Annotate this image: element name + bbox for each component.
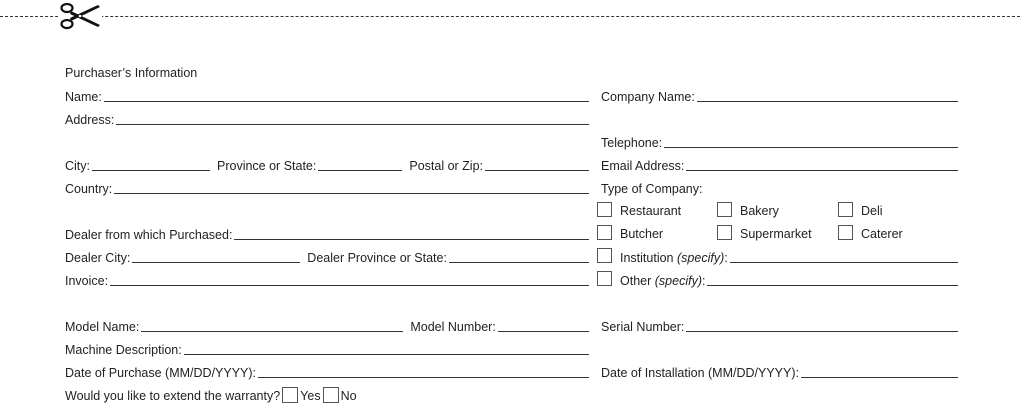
model-number-input[interactable] [498,331,589,332]
machine-description-field[interactable]: Machine Description: [65,341,589,357]
institution-field[interactable]: Institution (specify) : [620,249,958,265]
dealer-city-label: Dealer City: [65,251,131,265]
province-input[interactable] [318,170,402,171]
restaurant-checkbox[interactable] [597,202,612,217]
type-of-company-label: Type of Company: [601,182,703,196]
dealer-city-input[interactable] [132,262,300,263]
postal-label: Postal or Zip: [409,159,483,173]
city-province-postal-row [65,157,589,173]
city-label: City: [65,159,90,173]
warranty-yes-checkbox[interactable] [282,387,298,403]
supermarket-checkbox[interactable] [717,225,732,240]
postal-input[interactable] [485,170,589,171]
other-checkbox[interactable] [597,271,612,286]
butcher-label: Butcher [620,227,664,241]
warranty-question: Would you like to extend the warranty? [65,389,281,403]
warranty-row [65,387,357,403]
warranty-no-label: No [340,389,357,403]
dealer-province-label: Dealer Province or State: [307,251,447,265]
email-field[interactable]: Email Address: [601,157,958,173]
bakery-checkbox[interactable] [717,202,732,217]
warranty-yes-label: Yes [300,389,321,403]
deli-checkbox[interactable] [838,202,853,217]
caterer-label: Caterer [861,227,903,241]
bakery-label: Bakery [740,204,779,218]
warranty-no-checkbox[interactable] [323,387,339,403]
deli-label: Deli [861,204,883,218]
institution-checkbox[interactable] [597,248,612,263]
province-label: Province or State: [217,159,317,173]
city-input[interactable] [92,170,210,171]
purchase-date-field[interactable]: Date of Purchase (MM/DD/YYYY): [65,364,589,380]
telephone-field[interactable]: Telephone: [601,134,958,150]
dealer-province-input[interactable] [449,262,589,263]
dealer-field[interactable]: Dealer from which Purchased: [65,226,589,242]
caterer-checkbox[interactable] [838,225,853,240]
restaurant-label: Restaurant [620,204,682,218]
butcher-checkbox[interactable] [597,225,612,240]
address-field[interactable]: Address: [65,111,589,127]
name-field[interactable]: Name: [65,88,589,104]
supermarket-label: Supermarket [740,227,812,241]
model-number-label: Model Number: [410,320,496,334]
invoice-field[interactable]: Invoice: [65,272,589,288]
model-name-label: Model Name: [65,320,140,334]
installation-date-field[interactable]: Date of Installation (MM/DD/YYYY): [601,364,958,380]
country-field[interactable]: Country: [65,180,589,196]
company-name-field[interactable]: Company Name: [601,88,958,104]
model-name-input[interactable] [141,331,403,332]
cut-line [0,16,1020,17]
other-field[interactable]: Other (specify) : [620,272,958,288]
scissors-icon [58,1,102,31]
section-title: Purchaser’s Information [65,66,198,80]
model-row [65,318,589,334]
serial-number-field[interactable]: Serial Number: [601,318,958,334]
dealer-location-row [65,249,589,265]
